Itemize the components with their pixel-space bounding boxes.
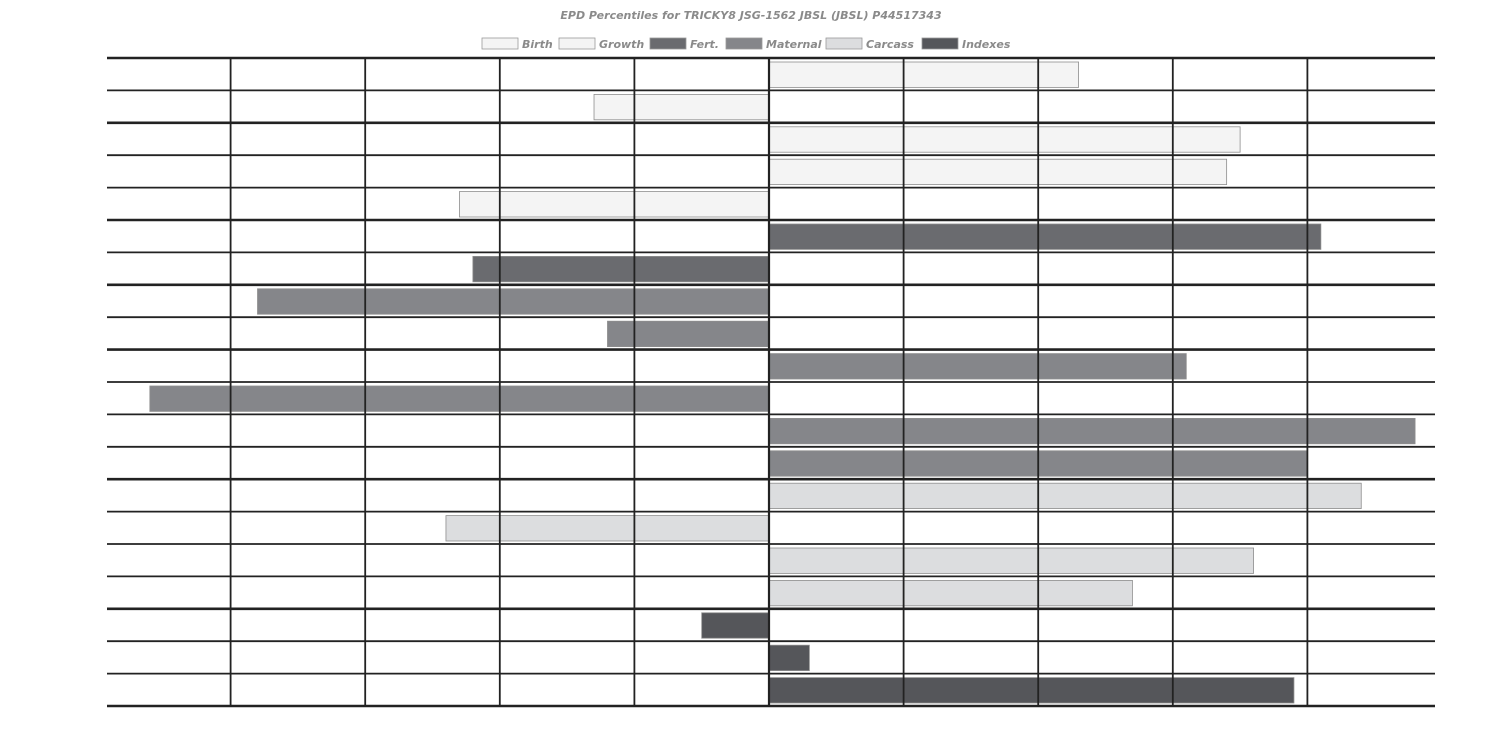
legend-label-maternal: Maternal [766,38,822,51]
legend-swatch-carcass [826,38,862,49]
bar-maternal-8 [607,321,769,346]
legend-swatch-growth [559,38,595,49]
chart-grid [107,58,1435,706]
bar-carcass-15 [769,548,1254,573]
legend-label-carcass: Carcass [866,38,914,51]
bar-maternal-7 [258,289,769,314]
bar-growth-4 [459,192,769,217]
bar-birth-0 [769,62,1079,87]
bar-indexes-19 [769,678,1294,703]
legend-label-fert: Fert. [690,38,719,51]
bar-indexes-17 [702,613,769,638]
legend-swatch-indexes [922,38,958,49]
bar-indexes-18 [769,645,809,670]
bar-maternal-11 [769,418,1415,443]
legend-swatch-birth [482,38,518,49]
bar-fert-6 [473,256,769,281]
bar-carcass-16 [769,580,1132,605]
bar-growth-2 [769,127,1240,152]
bar-maternal-10 [150,386,769,411]
legend-label-growth: Growth [599,38,645,51]
bar-carcass-14 [446,516,769,541]
bar-growth-3 [769,159,1227,184]
legend-label-indexes: Indexes [962,38,1011,51]
chart-title: EPD Percentiles for TRICKY8 JSG-1562 JBSL (JBSL) P44517343 [560,9,942,22]
legend-swatch-maternal [726,38,762,49]
chart-legend [482,38,1011,51]
legend-label-birth: Birth [522,38,553,51]
bar-maternal-9 [769,354,1186,379]
bar-birth-1 [594,94,769,119]
bar-fert-5 [769,224,1321,249]
bar-carcass-13 [769,483,1361,508]
legend-swatch-fert [650,38,686,49]
